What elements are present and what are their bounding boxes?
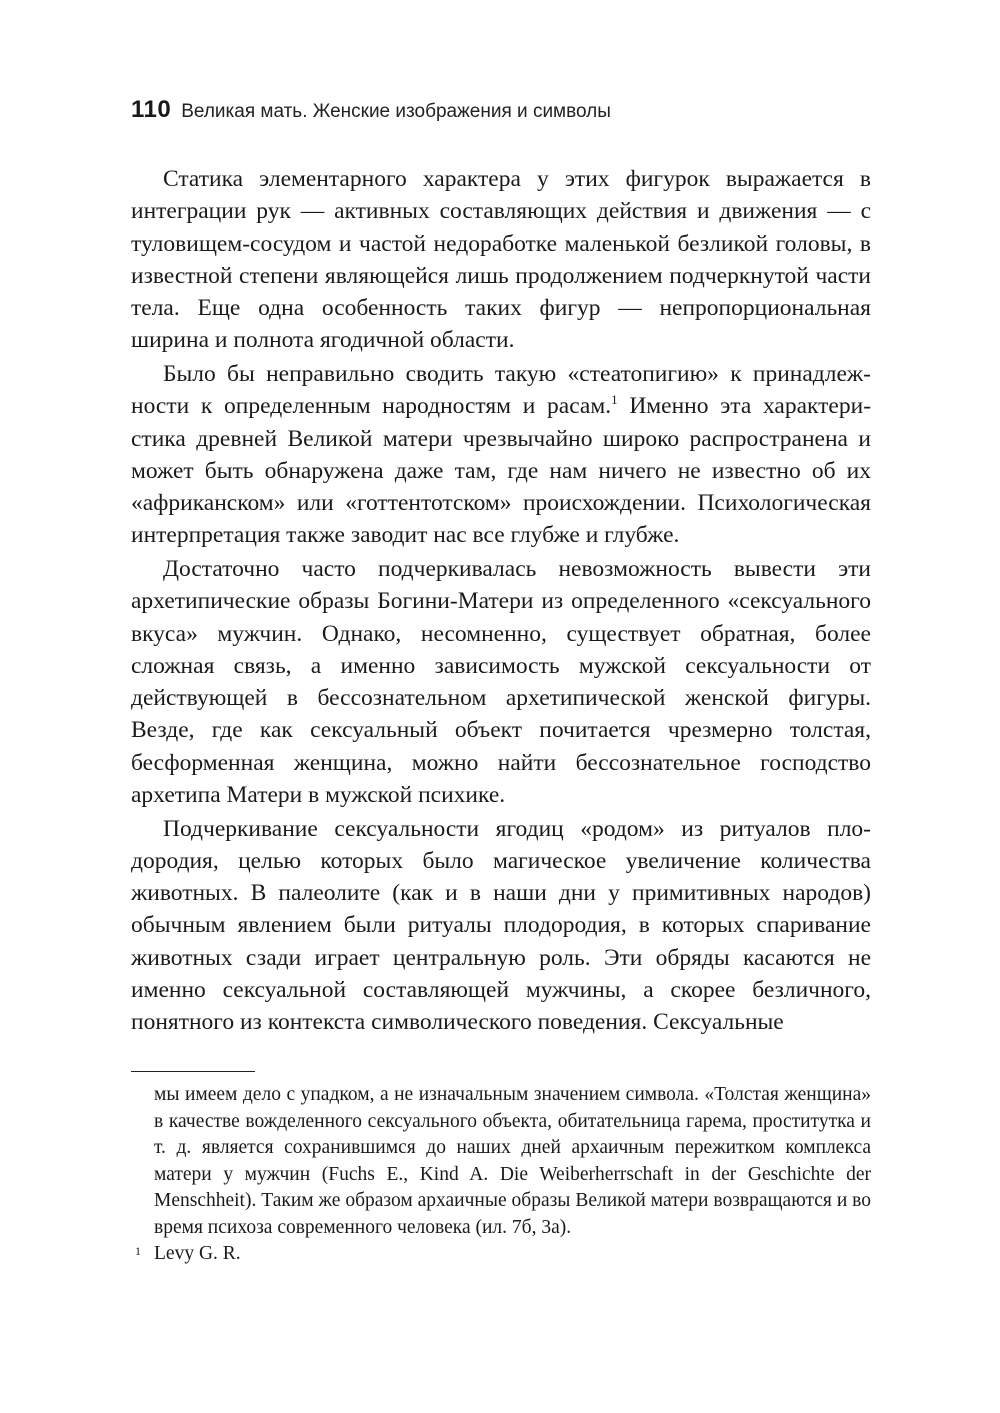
running-header bbox=[131, 96, 611, 124]
footnote-continued: мы имеем дело с упадком, а не изначальным значением символа. «Толстая женщина» в качестве вожделенного сексуального объекта, обитательница гарема, проститутка и т. д. является сохранившимся до наших дней архаичным пережитком комплекса матери у мужчин (Fuchs E., Kind A. Die Weiberherrschaft in der Geschichte der Menschheit). Таким же образом архаичные образы Великой матери возвращаются и во время психоза современного человека (ил. 7б, 3а). bbox=[154, 1084, 871, 1238]
footnote-reference-1[interactable]: 1 bbox=[611, 392, 618, 408]
paragraph-2-text-a: Было бы неправильно сводить такую «стеатопигию» к принадлежности к определенным народностям и расам. bbox=[131, 360, 871, 420]
paragraph-2-text-b: Именно эта характеристика древней Великой матери чрезвычайно широко распространена и может быть обнаружена даже там, где нам ничего не известно об их «африканском» или «готтентотском» происхождении. Психологическая интерпретация также заводит нас все глубже и глубже. bbox=[131, 393, 872, 549]
footnote-1-marker: 1 bbox=[135, 1244, 141, 1258]
running-title: Великая мать. Женские изображения и символы bbox=[181, 101, 611, 122]
footnote-divider bbox=[131, 1071, 255, 1072]
paragraph-1: Статика элементарного характера у этих фигурок выражается в интеграции рук — активных составляющих действия и движения — с туловищем-сосудом и частой недоработке маленькой безликой головы, в известной степени являющейся лишь продолжением подчеркнутой части тела. Еще одна особенность таких фигур — непропорциональная ширина и полнота ягодичной области. bbox=[131, 166, 871, 354]
main-text bbox=[131, 163, 871, 1040]
footnotes bbox=[135, 1082, 871, 1268]
page-number: 110 bbox=[131, 96, 172, 123]
footnote-1 bbox=[135, 1241, 871, 1268]
paragraph-3: Достаточно часто подчеркивалась невозможность вывести эти архетипические образы Богини-Матери из определенного «сексуального вкуса» мужчин. Однако, несомненно, существует обратная, более сложная связь, а именно зависимость мужской сексуальности от действующей в бессознательном архетипической женской фигуры. Везде, где как сексуальный объект почитается чрезмерно толстая, бесформенная женщина, можно найти бессознательное господство архетипа Матери в мужской психике. bbox=[131, 555, 871, 809]
paragraph-2 bbox=[131, 358, 871, 552]
paragraph-4: Подчеркивание сексуальности ягодиц «родом» из ритуалов плодородия, целью которых было магическое увеличение количества животных. В палеолите (как и в наши дни у примитивных народов) обычным явлением были ритуалы плодородия, в которых спаривание животных сзади играет центральную роль. Эти обряды касаются не именно сексуальной составляющей мужчины, а скорее безличного, понятного из контекста символического поведения. Сексуальные bbox=[131, 815, 871, 1036]
footnote-1-text: Levy G. R. bbox=[154, 1243, 241, 1264]
